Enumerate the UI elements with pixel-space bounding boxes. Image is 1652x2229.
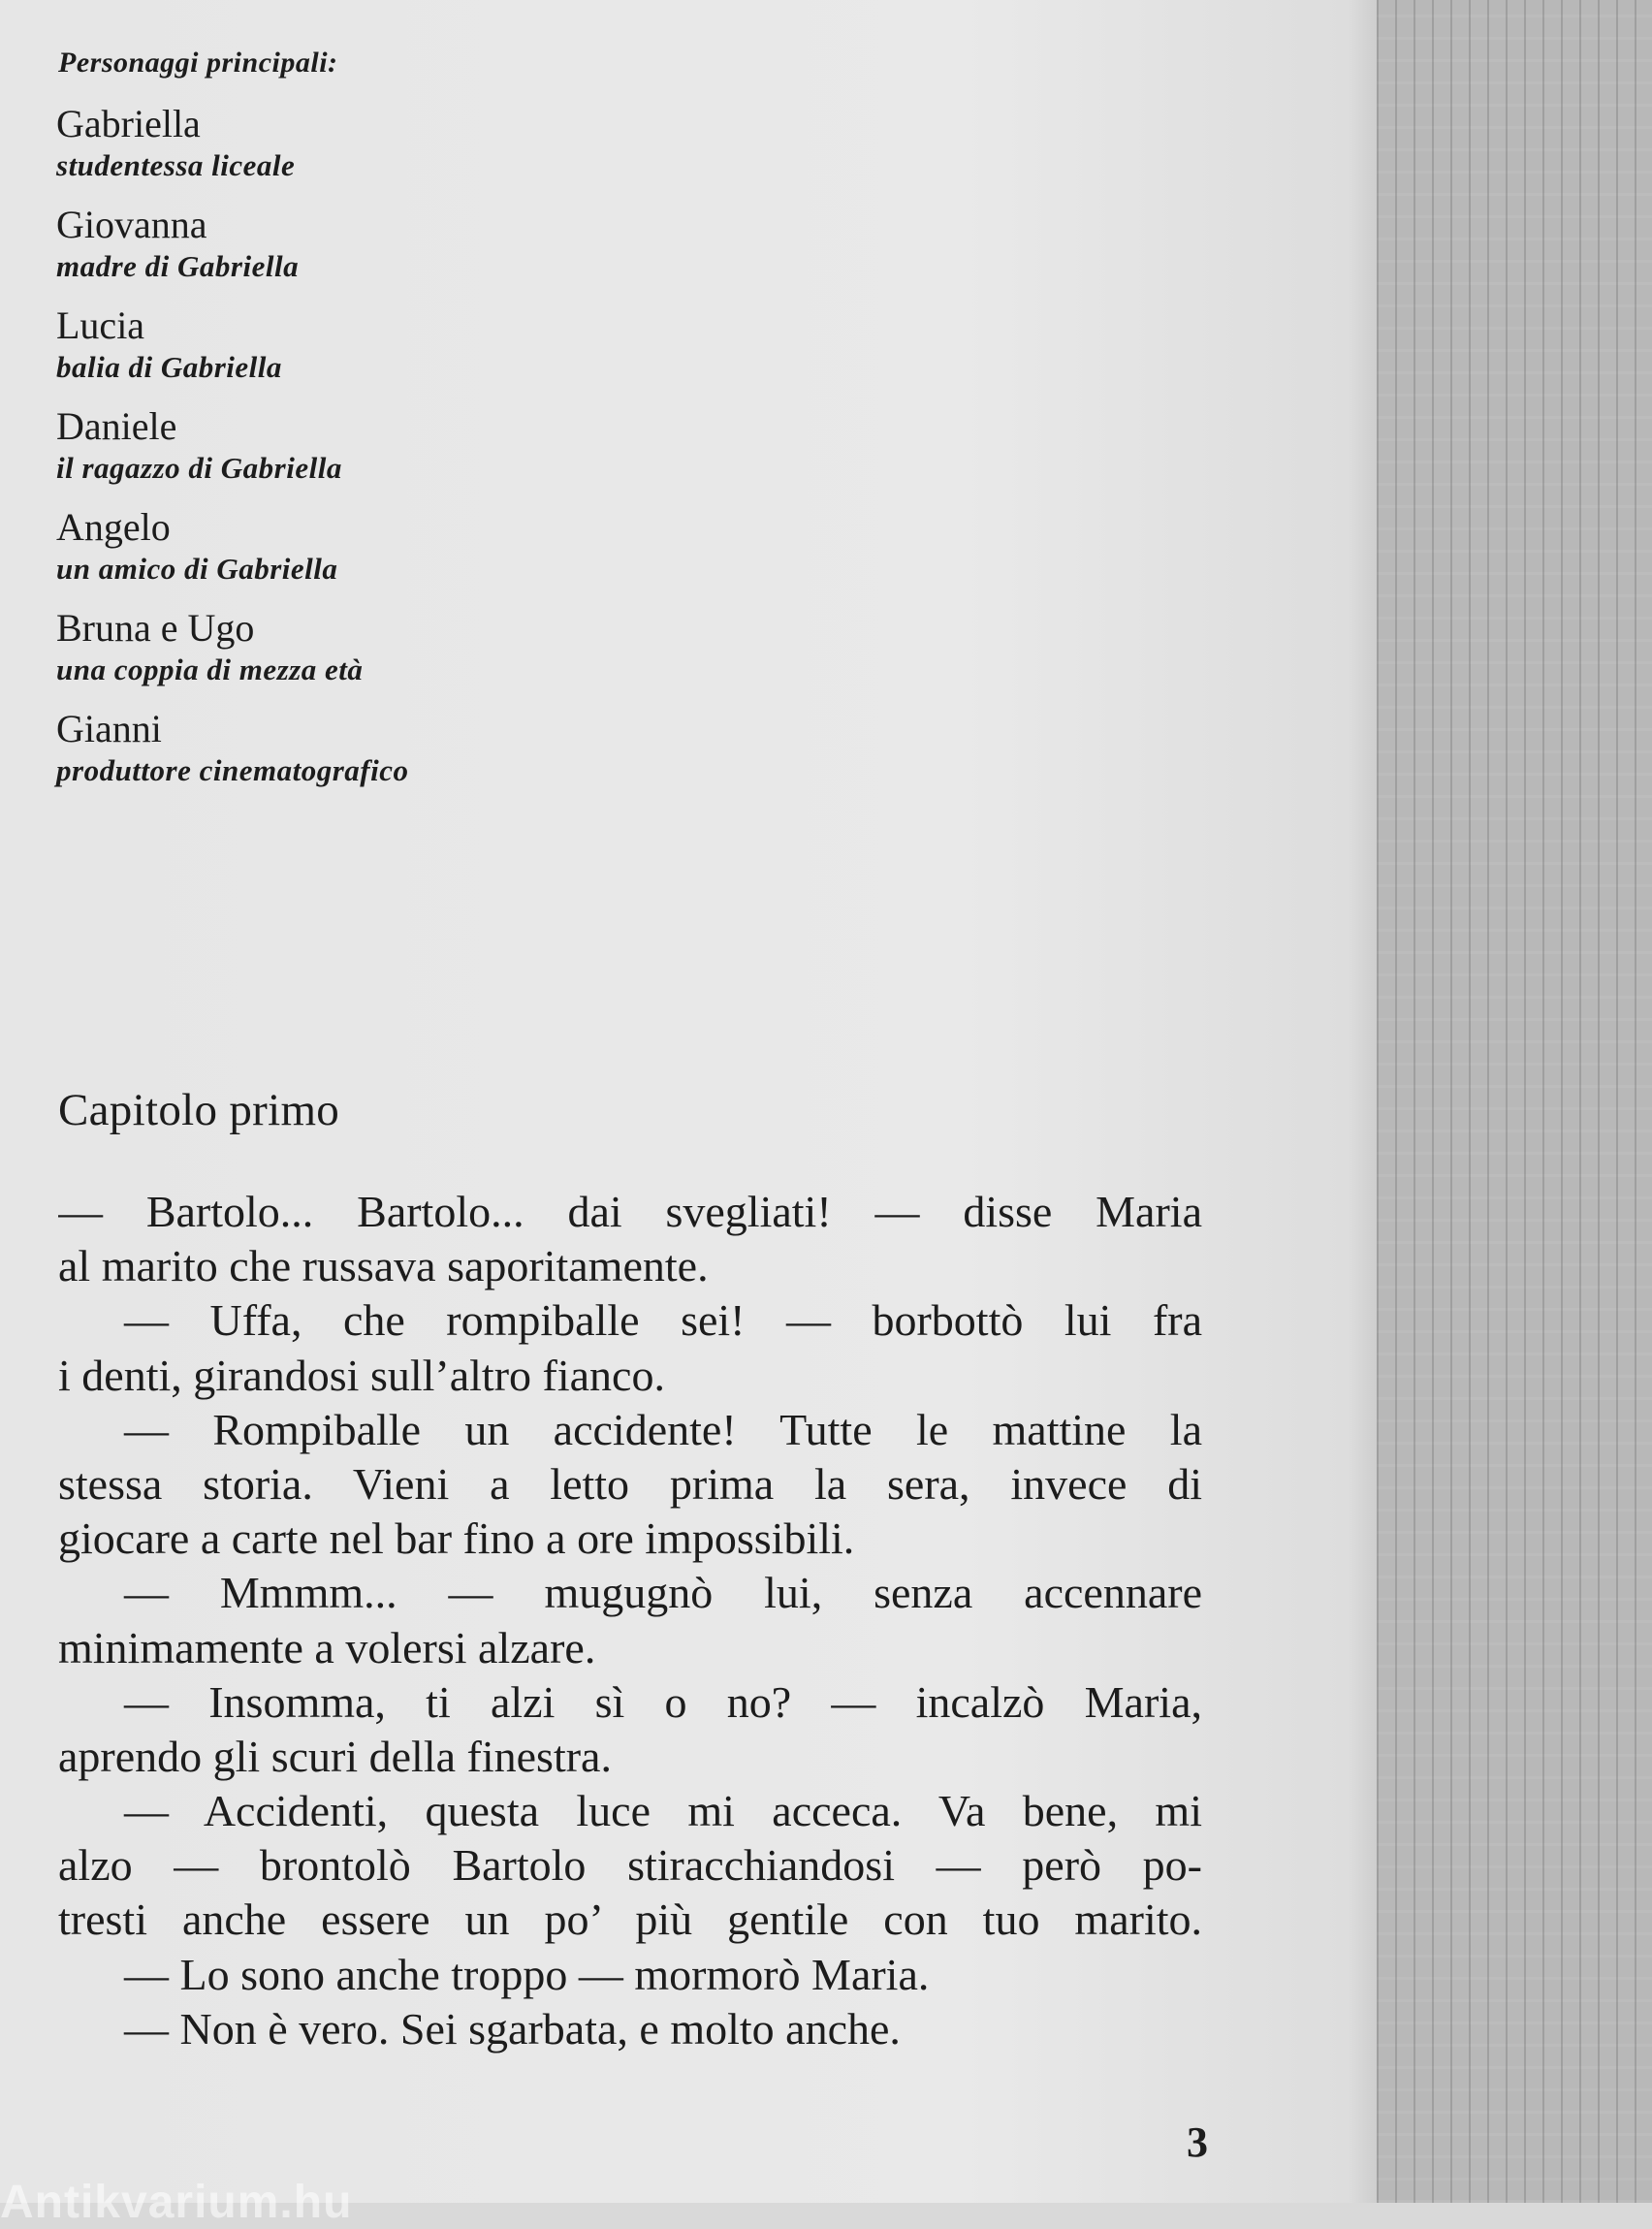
character-name: Gabriella (56, 102, 201, 145)
watermark: Antikvarium.hu (0, 2177, 353, 2228)
chapter-title: Capitolo primo (58, 1085, 340, 1135)
text-line: minimamente a volersi alzare. (58, 1622, 596, 1672)
character-entry (56, 101, 793, 184)
text-line: i denti, girandosi sull’altro fianco. (58, 1350, 665, 1400)
character-role: madre di Gabriella (56, 249, 300, 283)
character-list-heading: Personaggi principali: (58, 47, 338, 79)
character-entry (56, 605, 793, 688)
character-role: un amico di Gabriella (56, 552, 338, 586)
character-entry (56, 403, 793, 487)
text-line: — Mmmm... — mugugnò lui, senza accennare (124, 1568, 1202, 1618)
text-line: tresti anche essere un po’ più gentile con tuo marito. (58, 1895, 1202, 1945)
text-line: al marito che russava saporitamente. (58, 1241, 709, 1291)
page-number: 3 (1187, 2118, 1208, 2166)
character-role: produttore cinematografico (56, 753, 409, 787)
text-line: — Rompiballe un accidente! Tutte le mattine la (124, 1404, 1202, 1454)
character-role: studentessa liceale (56, 148, 296, 182)
character-role: una coppia di mezza età (56, 653, 364, 686)
chapter-body (58, 1185, 1202, 2056)
character-entry (56, 706, 793, 789)
character-entry (56, 303, 793, 386)
character-name: Daniele (56, 404, 177, 448)
character-role: il ragazzo di Gabriella (56, 451, 342, 485)
character-role: balia di Gabriella (56, 350, 282, 384)
wooden-background (1377, 0, 1652, 2203)
character-entry (56, 202, 793, 285)
text-line: — Insomma, ti alzi sì o no? — incalzò Maria, (124, 1676, 1202, 1727)
text-line: — Non è vero. Sei sgarbata, e molto anche. (124, 2003, 901, 2054)
text-line: — Uffa, che rompiballe sei! — borbottò lui fra (124, 1295, 1202, 1346)
character-name: Giovanna (56, 203, 207, 246)
text-line: alzo — brontolò Bartolo stiracchiandosi — però po- (58, 1840, 1202, 1891)
text-line: aprendo gli scuri della finestra. (58, 1731, 612, 1781)
text-line: stessa storia. Vieni a letto prima la sera, invece di (58, 1458, 1202, 1509)
text-line: — Accidenti, questa luce mi acceca. Va bene, mi (124, 1786, 1202, 1836)
character-name: Bruna e Ugo (56, 606, 255, 650)
text-line: — Lo sono anche troppo — mormorò Maria. (124, 1949, 930, 1999)
character-list (56, 47, 793, 807)
text-line: — Bartolo... Bartolo... dai svegliati! — disse Maria (58, 1187, 1202, 1236)
character-name: Gianni (56, 707, 162, 750)
text-line: giocare a carte nel bar fino a ore impossibili. (58, 1513, 855, 1564)
character-entry (56, 504, 793, 588)
character-name: Angelo (56, 505, 171, 549)
character-name: Lucia (56, 303, 145, 347)
